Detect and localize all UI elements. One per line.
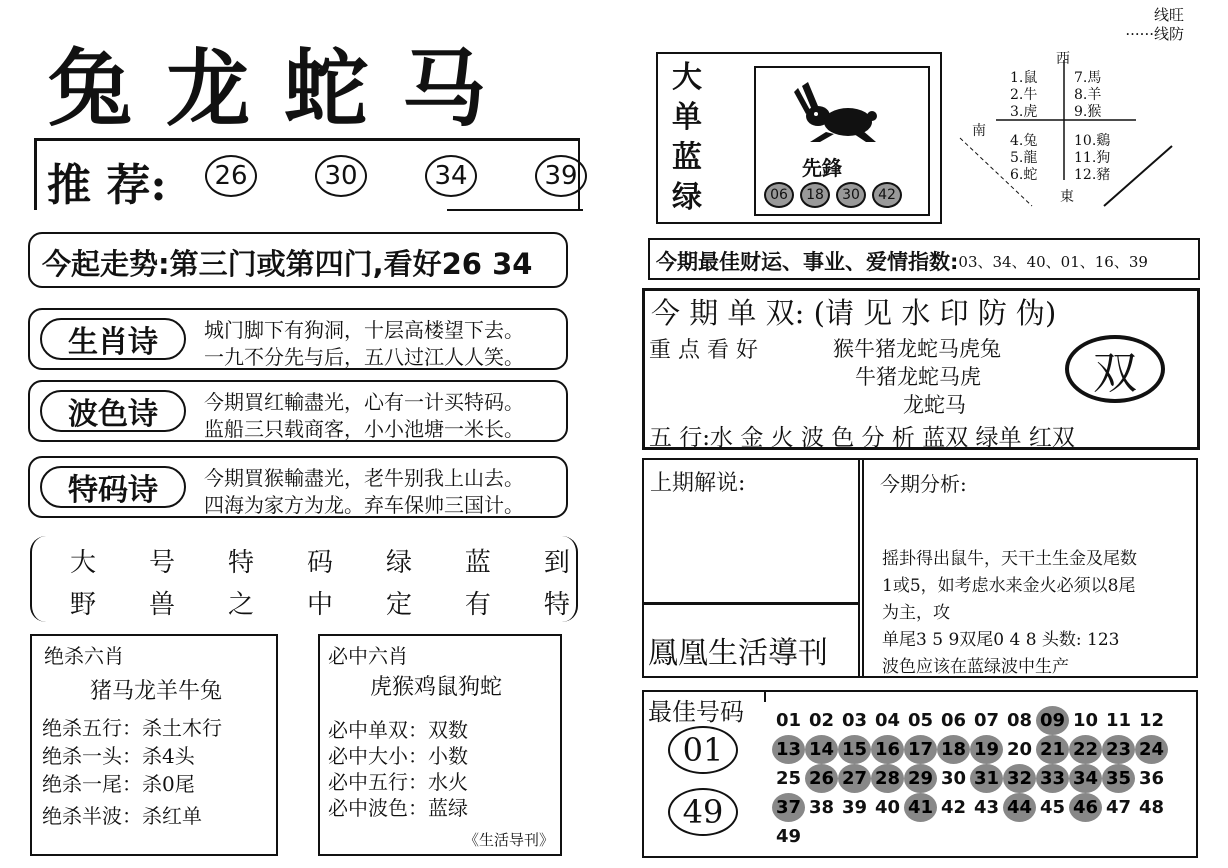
compass	[956, 46, 1196, 226]
vanguard-number: 06	[764, 182, 794, 208]
number-row	[772, 822, 1192, 851]
number-cell: 30	[940, 768, 967, 789]
number-cell: 22	[1069, 735, 1102, 764]
number-cell: 05	[907, 710, 934, 731]
vanguard-number: 42	[872, 182, 902, 208]
odd-even-badge: 双	[1065, 335, 1165, 403]
number-cell: 12	[1138, 710, 1165, 731]
analysis-box	[642, 458, 1198, 678]
verse-char: 定	[385, 590, 412, 620]
number-cell: 39	[841, 797, 868, 818]
number-cell: 45	[1039, 797, 1066, 818]
focus-line: 猴牛猪龙蛇马虎兔	[833, 337, 1001, 361]
verse-char: 号	[148, 548, 175, 578]
number-cell: 27	[838, 764, 871, 793]
number-cell: 40	[874, 797, 901, 818]
poem-line: 监船三只载商客，小小池塘一米长。	[204, 417, 524, 441]
number-cell: 01	[775, 710, 802, 731]
number-cell: 16	[871, 735, 904, 764]
index-row	[656, 246, 1148, 276]
poem-box-special	[28, 456, 568, 518]
analysis-divider	[858, 460, 864, 676]
compass-west: 西	[1056, 51, 1070, 67]
compass-east: 東	[1060, 189, 1074, 205]
number-cell: 04	[874, 710, 901, 731]
number-cell: 23	[1102, 735, 1135, 764]
vanguard-label: 先鋒	[802, 156, 842, 180]
verse-char: 有	[464, 590, 491, 620]
corner-line: ······线防	[1125, 25, 1184, 43]
poem-line: 一九不分先与后，五八过江人人笑。	[204, 345, 524, 369]
this-label: 今期分析:	[880, 472, 967, 496]
kill-item: 绝杀半波：杀红单	[42, 804, 202, 828]
number-cell: 06	[940, 710, 967, 731]
odd-even-title: 今 期 单 双: (请 见 水 印 防 伪)	[651, 296, 1057, 330]
poem-box-zodiac	[28, 308, 568, 370]
number-cell: 17	[904, 735, 937, 764]
number-cell: 07	[973, 710, 1000, 731]
number-cell: 13	[772, 735, 805, 764]
number-cell: 18	[937, 735, 970, 764]
recommend-underline	[447, 209, 583, 211]
vanguard-side: 大 单 蓝 绿	[672, 60, 702, 215]
verse-char: 到	[543, 548, 570, 578]
must-item: 必中波色：蓝绿	[328, 796, 468, 820]
number-cell: 48	[1138, 797, 1165, 818]
vanguard-box	[656, 52, 942, 224]
rabbit-icon	[790, 76, 880, 146]
odd-even-box	[642, 288, 1200, 450]
compass-right: 7.馬 8.羊 9.猴 10.鷄 11.狗 12.豬	[1074, 70, 1111, 183]
number-cell: 33	[1036, 764, 1069, 793]
number-cell: 46	[1069, 793, 1102, 822]
number-cell: 26	[805, 764, 838, 793]
number-row	[772, 764, 1192, 793]
verse-char: 蓝	[464, 548, 491, 578]
kill-animals: 猪马龙羊牛兔	[90, 679, 223, 704]
verse-box	[30, 536, 578, 622]
verse-char: 兽	[148, 590, 175, 620]
number-cell: 42	[940, 797, 967, 818]
poem-box-color	[28, 380, 568, 442]
poem-line: 四海为家方为龙。弃车保帅三国计。	[204, 493, 524, 517]
poem-label: 特码诗	[40, 466, 186, 508]
number-cell: 09	[1036, 706, 1069, 735]
number-cell: 31	[970, 764, 1003, 793]
kill-title: 绝杀六肖	[44, 644, 124, 668]
recommend-box	[34, 138, 580, 210]
kill-item: 绝杀一头：杀4头	[42, 744, 195, 768]
number-cell: 34	[1069, 764, 1102, 793]
number-cell: 47	[1105, 797, 1132, 818]
last-label: 上期解说:	[650, 471, 746, 496]
poem-line: 今期買红輸盡光，心有一计买特码。	[204, 390, 524, 414]
must-box	[318, 634, 562, 856]
number-cell: 44	[1003, 793, 1036, 822]
recommend-number: 34	[425, 155, 477, 197]
number-cell: 14	[805, 735, 838, 764]
index-box	[648, 238, 1200, 280]
poem-line: 今期買猴輸盡光，老牛别我上山去。	[204, 466, 524, 490]
must-item: 必中五行：水火	[328, 770, 468, 794]
number-cell: 35	[1102, 764, 1135, 793]
verse-char: 之	[227, 590, 254, 620]
recommend-numbers	[205, 155, 587, 197]
verse-char: 野	[70, 590, 97, 620]
number-grid	[772, 706, 1192, 851]
number-cell: 37	[772, 793, 805, 822]
verse-char: 大	[70, 548, 97, 578]
number-cell: 32	[1003, 764, 1036, 793]
kill-item: 绝杀一尾：杀0尾	[42, 772, 195, 796]
number-cell: 25	[775, 768, 802, 789]
number-cell: 28	[871, 764, 904, 793]
verse-char: 码	[306, 548, 333, 578]
must-title: 必中六肖	[328, 644, 408, 668]
verse-char: 特	[227, 548, 254, 578]
number-cell: 11	[1105, 710, 1132, 731]
number-cell: 24	[1135, 735, 1168, 764]
kill-box	[30, 634, 278, 856]
vanguard-numbers	[764, 182, 902, 208]
verse-char: 中	[306, 590, 333, 620]
verse-row	[70, 542, 570, 579]
brand-divider	[644, 602, 858, 605]
focus-line: 龙蛇马	[903, 393, 966, 417]
recommend-number: 26	[205, 155, 257, 197]
verse-char: 绿	[385, 548, 412, 578]
must-animals: 虎猴鸡鼠狗蛇	[370, 675, 503, 700]
must-item: 必中大小：小数	[328, 744, 468, 768]
poem-line: 城门脚下有狗洞，十层高楼望下去。	[204, 318, 524, 342]
vanguard-number: 18	[800, 182, 830, 208]
compass-left: 1.鼠 2.牛 3.虎 4.兔 5.龍 6.蛇	[1010, 70, 1038, 183]
verse-row	[70, 584, 570, 621]
poem-label: 波色诗	[40, 390, 186, 432]
must-item: 必中单双：双数	[328, 718, 468, 742]
number-cell: 43	[973, 797, 1000, 818]
best-box	[642, 690, 1198, 858]
number-cell: 36	[1138, 768, 1165, 789]
trend-box	[28, 232, 568, 288]
brand-label: 鳳凰生活導刊	[648, 636, 828, 671]
compass-south: 南	[972, 123, 986, 139]
focus-label: 重 点 看 好	[649, 338, 758, 363]
best-pick: 01	[668, 726, 738, 774]
best-label: 最佳号码	[648, 698, 744, 726]
recommend-label: 推 荐:	[47, 160, 167, 211]
number-row	[772, 706, 1192, 735]
focus-line: 牛猪龙蛇马虎	[855, 365, 981, 389]
number-cell: 15	[838, 735, 871, 764]
number-cell: 41	[904, 793, 937, 822]
number-cell: 21	[1036, 735, 1069, 764]
recommend-number: 39	[535, 155, 587, 197]
number-cell: 29	[904, 764, 937, 793]
vanguard-number: 30	[836, 182, 866, 208]
trend-text: 今起走势:第三门或第四门,看好26 34	[42, 247, 533, 281]
number-cell: 38	[808, 797, 835, 818]
corner-line: 线旺	[1153, 6, 1184, 24]
verse-char: 特	[543, 590, 570, 620]
must-source: 《生活导刊》	[463, 831, 554, 849]
poem-label: 生肖诗	[40, 318, 186, 360]
page-title: 兔龙蛇马	[48, 39, 521, 138]
number-cell: 20	[1006, 739, 1033, 760]
number-cell: 02	[808, 710, 835, 731]
number-cell: 19	[970, 735, 1003, 764]
number-row	[772, 793, 1192, 822]
number-cell: 08	[1006, 710, 1033, 731]
vanguard-panel	[754, 66, 930, 216]
analysis-body: 摇卦得出鼠牛，天干土生金及尾数 1或5，如考虑水来金火必须以8尾 为主，攻 单尾3 5 9双尾0 4 8 头数: 123 波色应该在蓝绿波中生产	[882, 549, 1137, 677]
number-cell: 03	[841, 710, 868, 731]
recommend-number: 30	[315, 155, 367, 197]
corner-note	[1110, 6, 1184, 44]
kill-item: 绝杀五行：杀土木行	[42, 716, 222, 740]
index-label: 今期最佳财运、事业、爱情指数:	[656, 250, 959, 274]
number-cell: 10	[1072, 710, 1099, 731]
number-cell: 49	[775, 826, 802, 847]
index-value: 03、34、40、01、16、39	[958, 252, 1148, 271]
number-row	[772, 735, 1192, 764]
best-divider	[764, 692, 766, 702]
five-elements: 五 行:水 金 火 波 色 分 析 蓝双 绿单 红双	[649, 425, 1075, 451]
best-pick: 49	[668, 788, 738, 836]
